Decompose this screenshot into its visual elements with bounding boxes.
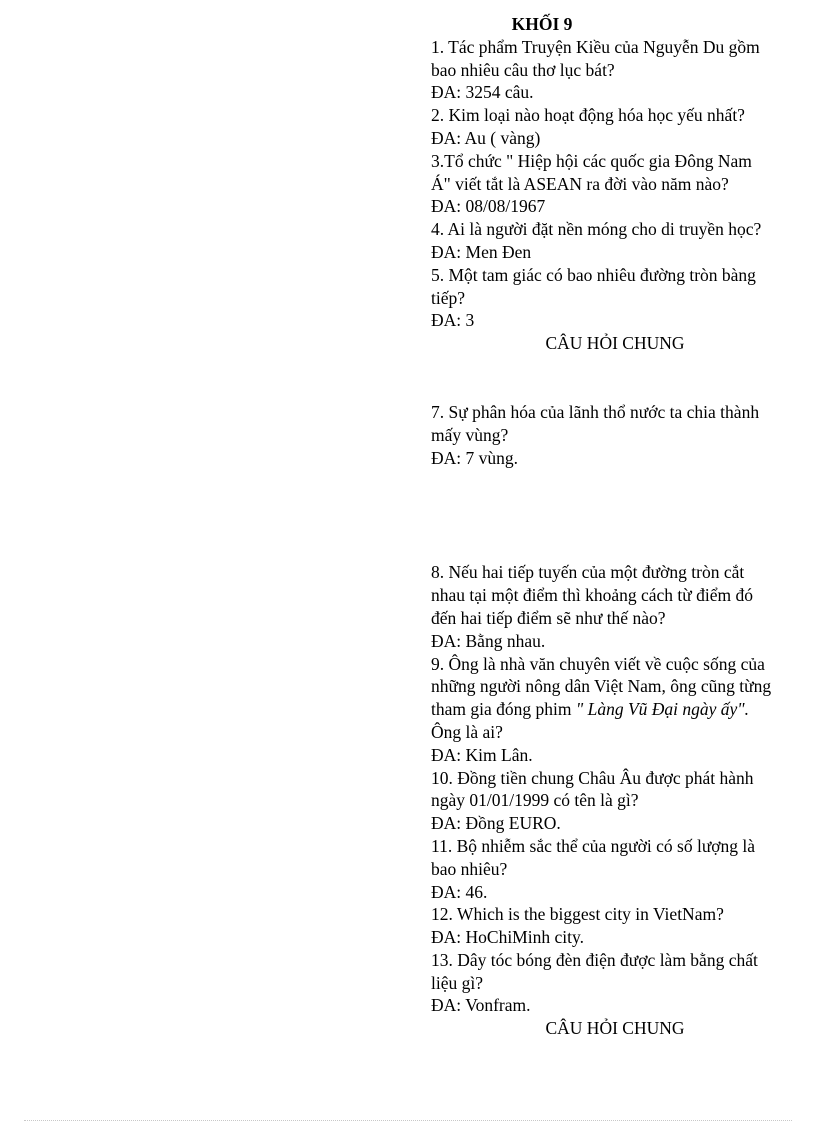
quiz-column	[431, 13, 803, 1040]
question-block-three	[431, 561, 803, 1017]
text-line: đến hai tiếp điểm sẽ như thế nào?	[431, 607, 666, 628]
film-title: " Làng Vũ Đại ngày ấy".	[575, 699, 750, 720]
text-line: liệu gì?	[431, 972, 483, 993]
blank-space	[431, 355, 803, 401]
answer-line: ĐA: 08/08/1967	[431, 196, 546, 217]
text-line: 13. Dây tóc bóng đèn điện được làm bằng chất	[431, 949, 758, 970]
text-line: mấy vùng?	[431, 424, 509, 445]
question-block-one	[431, 36, 803, 332]
text-line: 2. Kim loại nào hoạt động hóa học yếu nhất?	[431, 105, 745, 126]
answer-line: ĐA: Bằng nhau.	[431, 630, 546, 651]
answer-line: ĐA: Kim Lân.	[431, 744, 533, 765]
text-line: Ông là ai?	[431, 721, 503, 742]
answer-line: ĐA: 3	[431, 310, 475, 331]
section-heading: CÂU HỎI CHUNG	[545, 333, 685, 354]
answer-line: ĐA: HoChiMinh city.	[431, 927, 584, 948]
text-line: Á" viết tắt là ASEAN ra đời vào năm nào?	[431, 173, 729, 194]
answer-line: ĐA: Vonfram.	[431, 995, 531, 1016]
text-line	[431, 698, 803, 721]
text-line: 9. Ông là nhà văn chuyên viết về cuộc sống của	[431, 653, 765, 674]
text-line: bao nhiêu câu thơ lục bát?	[431, 59, 615, 80]
page-bottom-rule	[24, 1120, 792, 1121]
text-line: 12. Which is the biggest city in VietNam?	[431, 904, 724, 925]
text-line: nhau tại một điểm thì khoảng cách từ điểm đó	[431, 585, 753, 606]
text-line: 8. Nếu hai tiếp tuyến của một đường tròn cắt	[431, 562, 745, 583]
answer-line: ĐA: 46.	[431, 881, 488, 902]
answer-line: ĐA: Đồng EURO.	[431, 813, 561, 834]
text-line: những người nông dân Việt Nam, ông cũng từng	[431, 676, 772, 697]
text-line: 3.Tổ chức " Hiệp hội các quốc gia Đông Nam	[431, 150, 752, 171]
text-fragment: tham gia đóng phim	[431, 699, 576, 720]
text-line: 7. Sự phân hóa của lãnh thổ nước ta chia thành	[431, 401, 760, 422]
text-line: 10. Đồng tiền chung Châu Âu được phát hành	[431, 767, 754, 788]
answer-line: ĐA: Men Đen	[431, 241, 532, 262]
text-line: 4. Ai là người đặt nền móng cho di truyền học?	[431, 219, 762, 240]
text-line: 1. Tác phẩm Truyện Kiều của Nguyễn Du gồm	[431, 36, 760, 57]
question-block-two	[431, 401, 803, 469]
section-heading: CÂU HỎI CHUNG	[545, 1018, 685, 1039]
text-line: ngày 01/01/1999 có tên là gì?	[431, 790, 639, 811]
text-line: tiếp?	[431, 287, 466, 308]
text-line: bao nhiêu?	[431, 858, 508, 879]
text-line: 5. Một tam giác có bao nhiêu đường tròn bàng	[431, 264, 756, 285]
blank-space	[431, 469, 803, 561]
answer-line: ĐA: Au ( vàng)	[431, 127, 541, 148]
text-line: 11. Bộ nhiễm sắc thể của người có số lượng là	[431, 835, 756, 856]
answer-line: ĐA: 7 vùng.	[431, 447, 519, 468]
page-title: KHỐI 9	[511, 14, 573, 34]
answer-line: ĐA: 3254 câu.	[431, 82, 534, 103]
